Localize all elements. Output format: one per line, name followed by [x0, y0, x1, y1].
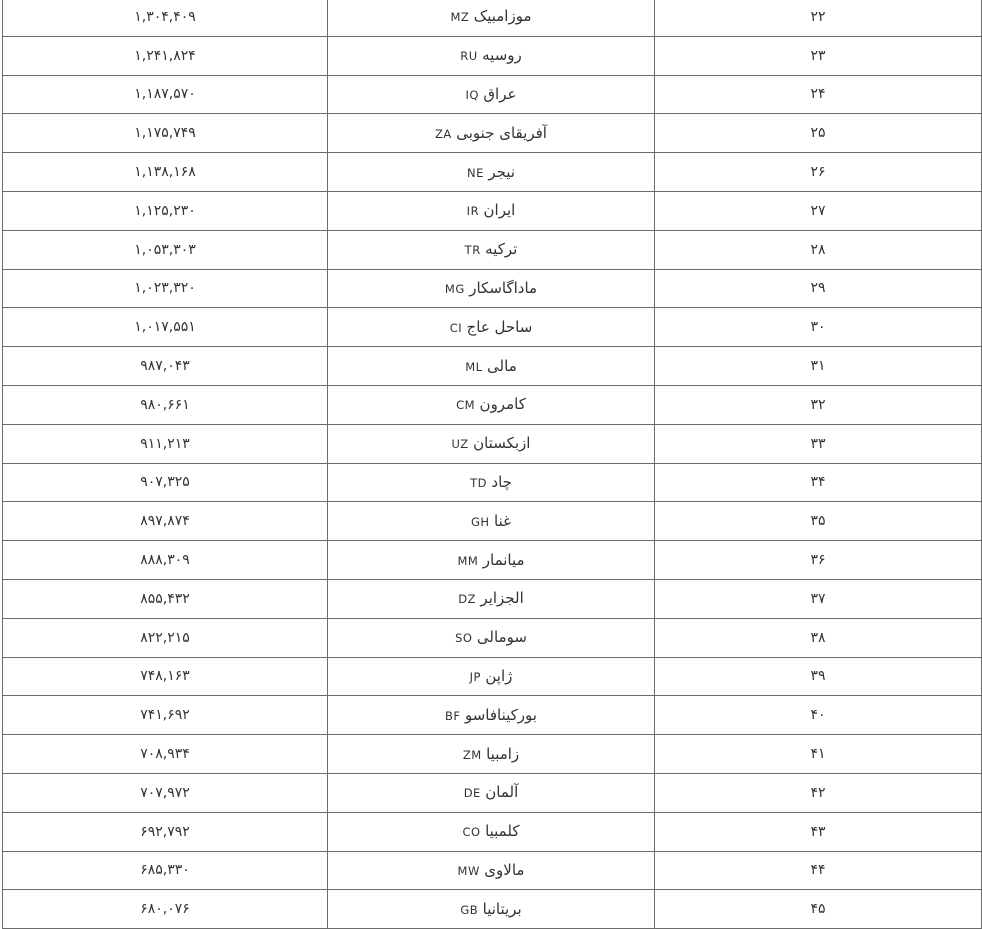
area-cell: [3, 657, 328, 696]
rank-cell: [655, 230, 982, 269]
rank-cell: [655, 308, 982, 347]
area-cell: [3, 0, 328, 36]
rank-value: ۳۴: [810, 474, 826, 491]
area-value: ۱,۱۷۵,۷۴۹: [134, 125, 196, 142]
rank-value: ۲۶: [810, 164, 826, 181]
area-value: ۸۹۷,۸۷۴: [140, 513, 190, 530]
table-row: [3, 502, 982, 541]
area-cell: [3, 735, 328, 774]
rank-value: ۴۵: [810, 901, 826, 918]
country-cell: [328, 153, 655, 192]
country-label: [444, 278, 538, 297]
table-row: [3, 657, 982, 696]
table-row: [3, 735, 982, 774]
country-cell: [328, 812, 655, 851]
area-cell: [3, 153, 328, 192]
area-cell: [3, 308, 328, 347]
rank-cell: [655, 114, 982, 153]
rank-cell: [655, 0, 982, 36]
country-name: سومالی: [476, 628, 527, 647]
area-cell: [3, 191, 328, 230]
country-label: [469, 666, 513, 685]
rank-cell: [655, 773, 982, 812]
table-row: [3, 153, 982, 192]
area-cell: [3, 385, 328, 424]
country-label: [464, 785, 519, 800]
area-value: ۷۰۸,۹۳۴: [140, 746, 190, 763]
country-code: NE: [467, 165, 484, 180]
country-label: [471, 511, 511, 530]
country-code: GH: [471, 514, 490, 529]
table-row: [3, 424, 982, 463]
rank-cell: [655, 385, 982, 424]
rank-value: ۲۳: [810, 47, 826, 64]
country-name: کلمبیا: [485, 822, 520, 841]
country-name: ساحل عاج: [466, 317, 533, 336]
table-row: [3, 463, 982, 502]
country-cell: [328, 114, 655, 153]
country-code: ML: [465, 359, 483, 374]
country-name: ترکیه: [485, 240, 518, 259]
rank-value: ۳۰: [810, 319, 826, 336]
area-value: ۱,۱۲۵,۲۳۰: [134, 202, 196, 219]
country-cell: [328, 773, 655, 812]
country-code: MG: [444, 281, 465, 296]
rank-value: ۳۵: [810, 513, 826, 530]
table-row: [3, 0, 982, 36]
rank-cell: [655, 36, 982, 75]
country-code: CI: [449, 320, 463, 335]
rank-cell: [655, 347, 982, 386]
area-cell: [3, 463, 328, 502]
country-name: کامرون: [479, 395, 526, 414]
rank-value: ۳۷: [810, 590, 826, 607]
country-name: ازبکستان: [473, 434, 531, 453]
area-cell: [3, 618, 328, 657]
country-cell: [328, 696, 655, 735]
rank-value: ۲۹: [810, 280, 826, 297]
country-cell: [328, 347, 655, 386]
country-code: MZ: [450, 10, 470, 25]
area-cell: [3, 36, 328, 75]
country-code: DE: [463, 786, 481, 801]
country-label: [470, 472, 512, 491]
country-cell: [328, 579, 655, 618]
rank-cell: [655, 153, 982, 192]
country-name: الجزایر: [480, 589, 524, 608]
rank-value: ۴۰: [810, 707, 826, 724]
country-cell: [328, 230, 655, 269]
country-name: میانمار: [482, 550, 525, 569]
area-value: ۱,۱۸۷,۵۷۰: [134, 86, 196, 103]
country-code: JP: [469, 669, 481, 684]
area-cell: [3, 773, 328, 812]
table-row: [3, 75, 982, 114]
area-cell: [3, 347, 328, 386]
table-row: [3, 851, 982, 890]
country-label: [457, 860, 525, 879]
table-row: [3, 579, 982, 618]
country-name: بورکینافاسو: [464, 705, 537, 724]
area-value: ۷۴۸,۱۶۳: [140, 668, 190, 685]
area-value: ۱,۰۲۳,۳۲۰: [134, 280, 196, 297]
area-cell: [3, 230, 328, 269]
country-area-table: [2, 0, 982, 929]
table-row: [3, 696, 982, 735]
country-name: زامبیا: [486, 744, 520, 763]
country-cell: [328, 851, 655, 890]
table-row: [3, 541, 982, 580]
area-value: ۷۴۱,۶۹۲: [140, 707, 190, 724]
country-label: [445, 705, 537, 724]
area-value: ۶۹۲,۷۹۲: [140, 823, 190, 840]
country-code: TD: [470, 475, 487, 490]
table-row: [3, 230, 982, 269]
rank-value: ۳۶: [810, 552, 826, 569]
table-row: [3, 812, 982, 851]
country-label: [456, 397, 526, 412]
area-value: ۱,۲۴۱,۸۲۴: [134, 47, 196, 64]
area-cell: [3, 75, 328, 114]
country-cell: [328, 308, 655, 347]
country-code: MW: [457, 863, 480, 878]
country-name: آلمان: [485, 783, 519, 802]
country-code: ZA: [435, 126, 452, 141]
rank-value: ۳۲: [810, 396, 826, 413]
rank-value: ۲۸: [810, 241, 826, 258]
country-name: چاد: [491, 472, 512, 491]
country-label: [462, 744, 520, 763]
country-cell: [328, 191, 655, 230]
country-code: RU: [460, 49, 478, 64]
country-label: [435, 123, 547, 142]
country-name: عراق: [483, 84, 517, 103]
table-row: [3, 385, 982, 424]
country-label: [460, 899, 522, 918]
country-cell: [328, 424, 655, 463]
table-body: [3, 0, 982, 929]
country-cell: [328, 502, 655, 541]
rank-cell: [655, 463, 982, 502]
country-code: ZM: [462, 747, 482, 762]
area-value: ۱,۳۰۴,۴۰۹: [134, 8, 196, 25]
country-label: [465, 84, 517, 103]
area-value: ۸۲۲,۲۱۵: [140, 629, 190, 646]
country-cell: [328, 385, 655, 424]
country-cell: [328, 0, 655, 36]
rank-cell: [655, 851, 982, 890]
area-cell: [3, 851, 328, 890]
country-name: غنا: [494, 511, 511, 530]
rank-cell: [655, 424, 982, 463]
country-cell: [328, 269, 655, 308]
table-row: [3, 347, 982, 386]
rank-cell: [655, 191, 982, 230]
country-label: [467, 162, 515, 181]
country-code: CM: [456, 398, 476, 413]
area-value: ۶۸۵,۳۳۰: [140, 862, 190, 879]
country-cell: [328, 657, 655, 696]
area-value: ۹۸۷,۰۴۳: [140, 358, 190, 375]
country-name: آفریقای جنوبی: [456, 123, 547, 142]
area-cell: [3, 696, 328, 735]
rank-cell: [655, 579, 982, 618]
country-label: [455, 630, 527, 645]
area-cell: [3, 424, 328, 463]
area-value: ۹۸۰,۶۶۱: [140, 396, 190, 413]
country-code: IQ: [465, 87, 479, 102]
rank-cell: [655, 696, 982, 735]
area-value: ۸۸۸,۳۰۹: [140, 552, 190, 569]
country-cell: [328, 890, 655, 929]
table-row: [3, 114, 982, 153]
area-value: ۹۰۷,۳۲۵: [140, 474, 190, 491]
country-label: [460, 48, 522, 63]
table-row: [3, 890, 982, 929]
rank-cell: [655, 75, 982, 114]
table-row: [3, 269, 982, 308]
country-label: [457, 550, 525, 569]
rank-value: ۴۱: [810, 746, 826, 763]
country-code: GB: [460, 902, 479, 917]
country-label: [449, 317, 533, 336]
country-code: IR: [466, 204, 480, 219]
country-code: DZ: [458, 592, 476, 607]
area-cell: [3, 269, 328, 308]
area-value: ۱,۰۵۳,۳۰۳: [134, 241, 196, 258]
country-name: ژاپن: [485, 666, 513, 685]
rank-value: ۴۲: [810, 784, 826, 801]
rank-cell: [655, 890, 982, 929]
rank-value: ۲۲: [810, 8, 826, 25]
area-value: ۹۱۱,۲۱۳: [140, 435, 190, 452]
country-code: BF: [445, 708, 461, 723]
country-name: بریتانیا: [482, 899, 522, 918]
country-code: CO: [462, 825, 481, 840]
country-name: موزامبیک: [473, 7, 532, 26]
rank-cell: [655, 657, 982, 696]
area-value: ۱,۰۱۷,۵۵۱: [134, 319, 196, 336]
rank-value: ۴۳: [810, 823, 826, 840]
table-row: [3, 773, 982, 812]
country-code: TR: [464, 243, 481, 258]
country-name: ماداگاسکار: [469, 278, 538, 297]
rank-cell: [655, 541, 982, 580]
country-code: SO: [455, 631, 473, 646]
country-name: مالی: [487, 356, 517, 375]
area-cell: [3, 579, 328, 618]
area-cell: [3, 114, 328, 153]
area-value: ۸۵۵,۴۳۲: [140, 590, 190, 607]
area-value: ۱,۱۳۸,۱۶۸: [134, 164, 196, 181]
rank-cell: [655, 502, 982, 541]
area-value: ۶۸۰,۰۷۶: [140, 901, 190, 918]
rank-value: ۳۳: [810, 435, 826, 452]
area-cell: [3, 541, 328, 580]
country-name: نیجر: [488, 162, 515, 181]
rank-value: ۳۱: [810, 358, 826, 375]
country-name: مالاوی: [484, 860, 525, 879]
rank-value: ۳۸: [810, 629, 826, 646]
rank-value: ۲۵: [810, 125, 826, 142]
rank-cell: [655, 735, 982, 774]
rank-value: ۴۴: [810, 862, 826, 879]
country-code: MM: [457, 553, 479, 568]
table-row: [3, 308, 982, 347]
country-label: [465, 242, 518, 257]
rank-cell: [655, 269, 982, 308]
country-label: [467, 203, 516, 218]
country-name: ایران: [483, 201, 516, 220]
rank-value: ۲۴: [810, 86, 826, 103]
rank-cell: [655, 618, 982, 657]
country-label: [458, 591, 524, 606]
table-row: [3, 36, 982, 75]
table-row: [3, 191, 982, 230]
country-cell: [328, 463, 655, 502]
country-label: [452, 436, 531, 451]
country-cell: [328, 735, 655, 774]
area-cell: [3, 890, 328, 929]
country-name: روسیه: [482, 46, 522, 65]
country-cell: [328, 541, 655, 580]
rank-value: ۲۷: [810, 202, 826, 219]
country-cell: [328, 36, 655, 75]
table-row: [3, 618, 982, 657]
country-cell: [328, 618, 655, 657]
area-cell: [3, 502, 328, 541]
area-cell: [3, 812, 328, 851]
country-label: [463, 824, 520, 839]
rank-cell: [655, 812, 982, 851]
rank-value: ۳۹: [810, 668, 826, 685]
country-label: [451, 9, 532, 24]
country-cell: [328, 75, 655, 114]
country-code: UZ: [451, 437, 469, 452]
country-label: [465, 356, 517, 375]
area-value: ۷۰۷,۹۷۲: [140, 784, 190, 801]
